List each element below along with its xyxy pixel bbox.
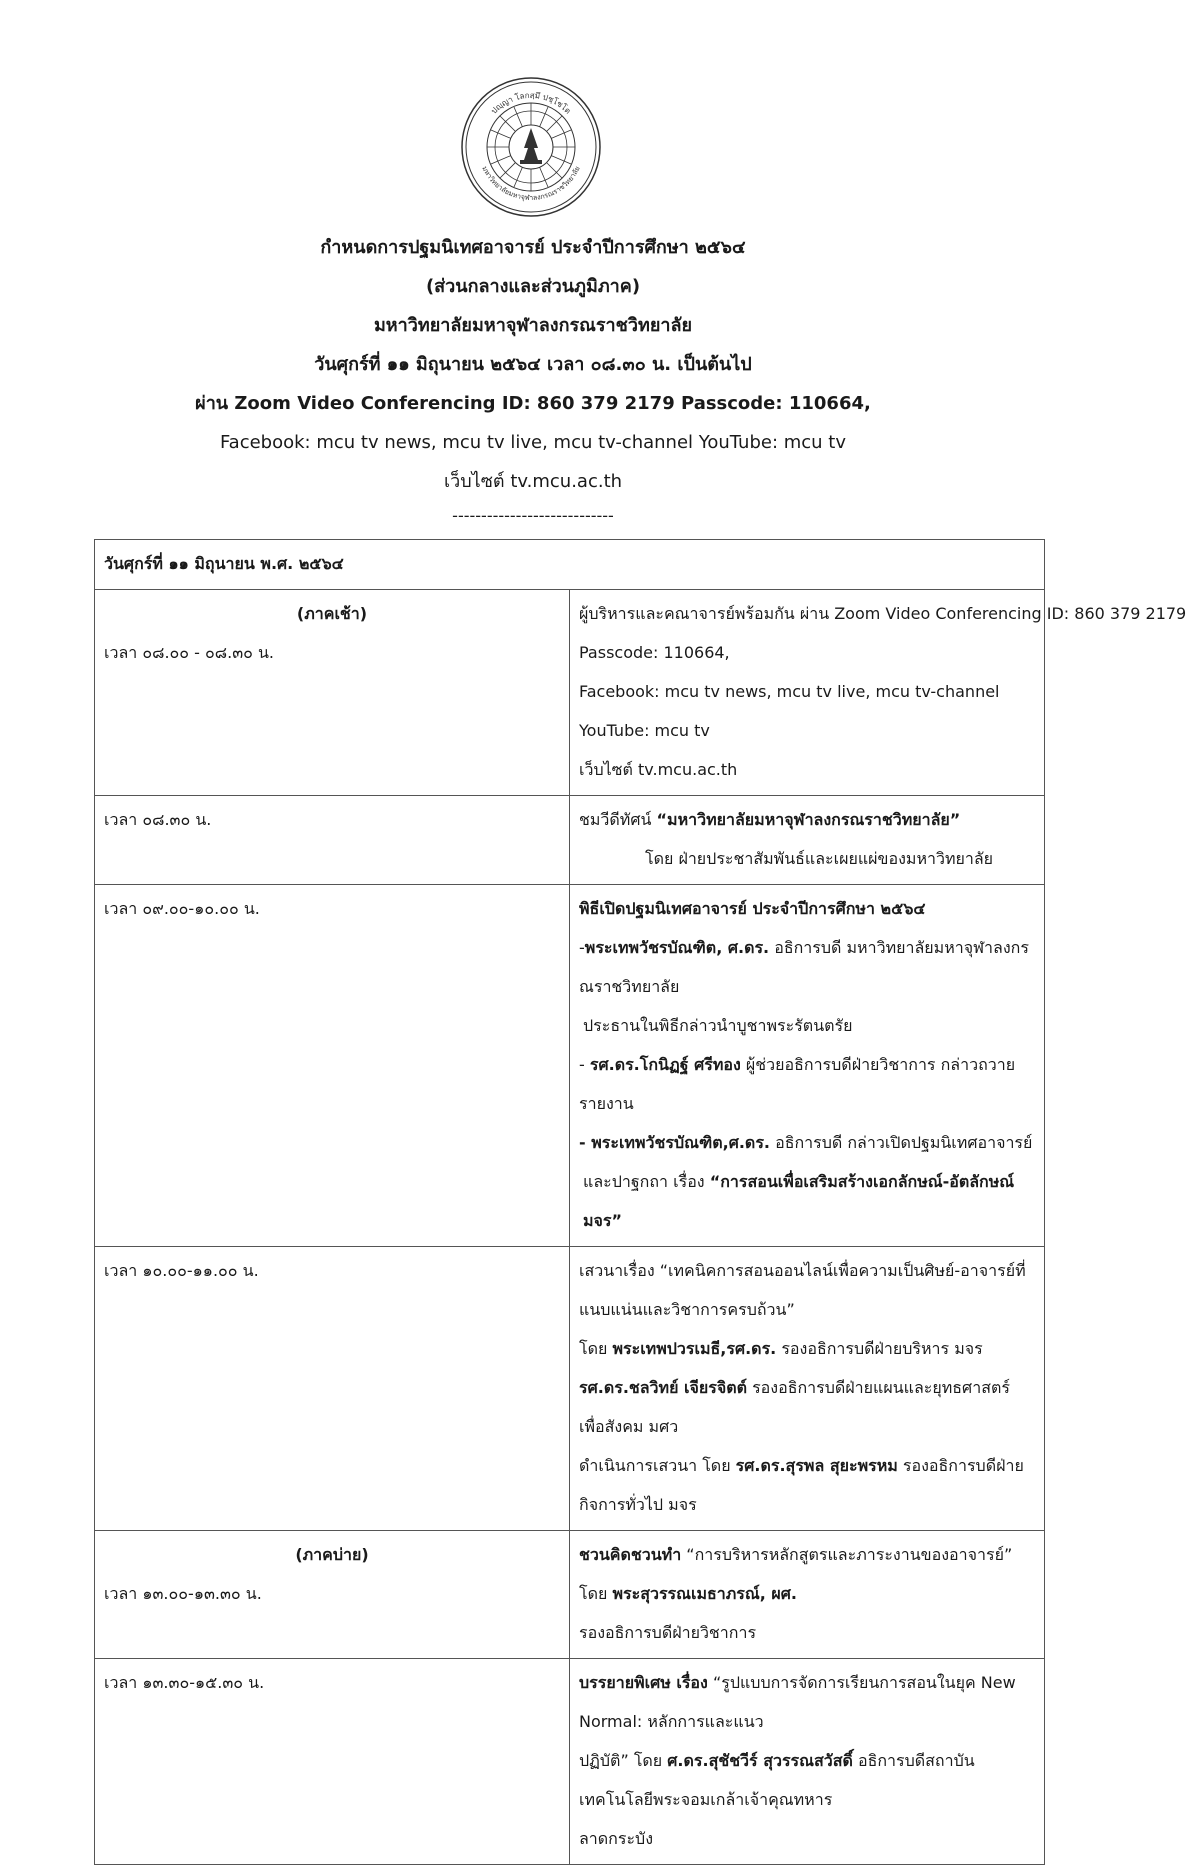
activity-line	[579, 928, 1035, 1006]
text-span: ผู้ช่วยอธิการบดีฝ่ายวิชาการ กล่าวถวายรายงาน	[579, 1055, 1016, 1113]
time-label: เวลา ๐๘.๐๐ - ๐๘.๓๐ น.	[104, 643, 275, 662]
date-header-cell: วันศุกร์ที่ ๑๑ มิถุนายน พ.ศ. ๒๕๖๔	[95, 540, 1045, 590]
time-cell	[95, 885, 570, 1247]
bold-span: “การสอนเพื่อเสริมสร้างเอกลักษณ์-อัตลักษณ์ มจร”	[583, 1172, 1015, 1230]
text-span: รองอธิการบดีฝ่ายบริหาร มจร	[776, 1339, 983, 1358]
activity-cell	[570, 885, 1045, 1247]
header-scope: (ส่วนกลางและส่วนภูมิภาค)	[425, 276, 641, 297]
header-zoom-info: ผ่าน Zoom Video Conferencing ID: 860 379 2179 Passcode: 110664,	[195, 393, 871, 414]
text-span: -	[579, 1055, 590, 1074]
time-cell	[95, 796, 570, 885]
activity-line: ผู้บริหารและคณาจารย์พร้อมกัน ผ่าน Zoom Video Conferencing ID: 860 379 2179	[579, 604, 1186, 623]
activity-line	[579, 1535, 1035, 1613]
header-social-info: Facebook: mcu tv news, mcu tv live, mcu tv-channel YouTube: mcu tv	[219, 432, 847, 453]
header-divider: ----------------------------	[452, 506, 614, 525]
header-date: วันศุกร์ที่ ๑๑ มิถุนายน ๒๕๖๔ เวลา ๐๘.๓๐ น. เป็นต้นไป	[314, 354, 752, 375]
activity-line: ลาดกระบัง	[579, 1829, 654, 1848]
text-span: อธิการบดี กล่าวเปิดปฐมนิเทศอาจารย์	[770, 1133, 1033, 1152]
bold-span: ศ.ดร.สุชัชวีร์ สุวรรณสวัสดิ์	[667, 1751, 853, 1770]
activity-line: เว็บไซต์ tv.mcu.ac.th	[579, 760, 738, 779]
bold-span: “มหาวิทยาลัยมหาจุฬาลงกรณราชวิทยาลัย”	[656, 810, 961, 829]
table-row	[95, 1247, 1045, 1531]
time-label: เวลา ๑๓.๓๐-๑๕.๓๐ น.	[104, 1673, 265, 1692]
university-seal-logo	[460, 76, 602, 218]
header-university: มหาวิทยาลัยมหาจุฬาลงกรณราชวิทยาลัย	[373, 315, 693, 336]
table-row	[95, 796, 1045, 885]
text-span: ปฏิบัติ” โดย	[579, 1751, 668, 1770]
time-label: เวลา ๑๐.๐๐-๑๑.๐๐ น.	[104, 1261, 259, 1280]
text-span: -	[579, 938, 585, 957]
document-header	[60, 228, 1006, 531]
bold-span: พระเทพปวรเมธี,รศ.ดร.	[612, 1339, 777, 1358]
table-row	[95, 540, 1045, 590]
header-title: กำหนดการปฐมนิเทศอาจารย์ ประจำปีการศึกษา ๒๕๖๔	[320, 237, 746, 258]
period-label: (ภาคบ่าย)	[295, 1545, 369, 1564]
svg-text:ปญฺญา โลกสฺมึ ปชฺโชโต: ปญฺญา โลกสฺมึ ปชฺโชโต	[489, 90, 573, 116]
text-span: อธิการบดีสถาบันเทคโนโลยีพระจอมเกล้าเจ้าคุณทหาร	[579, 1751, 975, 1809]
activity-line	[579, 1045, 1035, 1123]
text-span: รองอธิการบดีฝ่ายกิจการทั่วไป มจร	[579, 1456, 1024, 1514]
activity-line	[579, 1446, 1035, 1524]
activity-line	[579, 1123, 1035, 1162]
time-label: เวลา ๑๓.๐๐-๑๓.๓๐ น.	[104, 1584, 262, 1603]
activity-line: ประธานในพิธีกล่าวนำบูชาพระรัตนตรัย	[583, 1016, 853, 1035]
table-row	[95, 1659, 1045, 1865]
text-span: “รูปแบบการจัดการเรียนการสอนในยุค New Normal: หลักการและแนว	[579, 1673, 1016, 1731]
text-span: รองอธิการบดีฝ่ายแผนและยุทธศาสตร์เพื่อสังคม มศว	[579, 1378, 1010, 1436]
bold-span: - พระเทพวัชรบัณฑิต,ศ.ดร.	[579, 1133, 770, 1152]
time-cell	[95, 590, 570, 796]
header-website: เว็บไซต์ tv.mcu.ac.th	[443, 471, 623, 492]
text-span: ดำเนินการเสวนา โดย	[579, 1456, 736, 1475]
time-cell	[95, 1247, 570, 1531]
schedule-table	[94, 539, 1186, 1865]
activity-cell	[570, 1531, 1045, 1659]
activity-cell	[570, 590, 1186, 796]
period-label: (ภาคเช้า)	[296, 604, 368, 623]
time-label: เวลา ๐๘.๓๐ น.	[104, 810, 212, 829]
bold-span: บรรยายพิเศษ เรื่อง	[579, 1673, 708, 1692]
activity-line: โดย ฝ่ายประชาสัมพันธ์และเผยแผ่ของมหาวิทยาลัย	[645, 849, 994, 868]
text-span: อธิการบดี มหาวิทยาลัยมหาจุฬาลงกรณราชวิทยาลัย	[579, 938, 1029, 996]
time-label: เวลา ๐๙.๐๐-๑๐.๐๐ น.	[104, 899, 260, 918]
text-span: และปาฐกถา เรื่อง	[583, 1172, 710, 1191]
bold-span: พระเทพวัชรบัณฑิต, ศ.ดร.	[584, 938, 770, 957]
bold-span: รศ.ดร.โกนิฏฐ์ ศรีทอง	[589, 1055, 741, 1074]
activity-line: รองอธิการบดีฝ่ายวิชาการ	[579, 1623, 757, 1642]
activity-line	[579, 1663, 1035, 1741]
activity-cell	[570, 796, 1045, 885]
activity-line	[579, 1368, 1035, 1446]
text-span: โดย	[579, 1339, 613, 1358]
activity-line	[579, 1329, 1035, 1368]
bold-span: ชวนคิดชวนทำ	[579, 1545, 682, 1564]
bold-span: รศ.ดร.สุรพล สุยะพรหม	[735, 1456, 898, 1475]
text-span: ชมวีดีทัศน์	[579, 810, 657, 829]
activity-line	[579, 800, 1035, 839]
time-cell	[95, 1659, 570, 1865]
activity-line: เสวนาเรื่อง “เทคนิคการสอนออนไลน์เพื่อความเป็นศิษย์-อาจารย์ที่แนบแน่นและวิชาการครบถ้วน”	[579, 1261, 1026, 1319]
activity-line	[579, 1162, 1035, 1240]
bold-span: พระสุวรรณเมธาภรณ์, ผศ.	[612, 1584, 797, 1603]
table-row	[95, 1531, 1045, 1659]
bold-span: รศ.ดร.ชลวิทย์ เจียรจิตต์	[579, 1378, 747, 1397]
table-row	[95, 590, 1045, 796]
activity-line: พิธีเปิดปฐมนิเทศอาจารย์ ประจำปีการศึกษา ๒๕๖๔	[579, 899, 926, 918]
svg-text:มหาวิทยาลัยมหาจุฬาลงกรณราชวิทย: มหาวิทยาลัยมหาจุฬาลงกรณราชวิทยาลัย	[480, 165, 582, 203]
activity-line: Passcode: 110664,	[579, 643, 730, 662]
text-span: “การบริหารหลักสูตรและภาระงานของอาจารย์” โดย	[579, 1545, 1013, 1603]
time-cell	[95, 1531, 570, 1659]
activity-cell	[570, 1659, 1045, 1865]
activity-line: Facebook: mcu tv news, mcu tv live, mcu tv-channel YouTube: mcu tv	[579, 682, 1000, 740]
table-row	[95, 885, 1045, 1247]
activity-cell	[570, 1247, 1045, 1531]
activity-line	[579, 1741, 1035, 1819]
